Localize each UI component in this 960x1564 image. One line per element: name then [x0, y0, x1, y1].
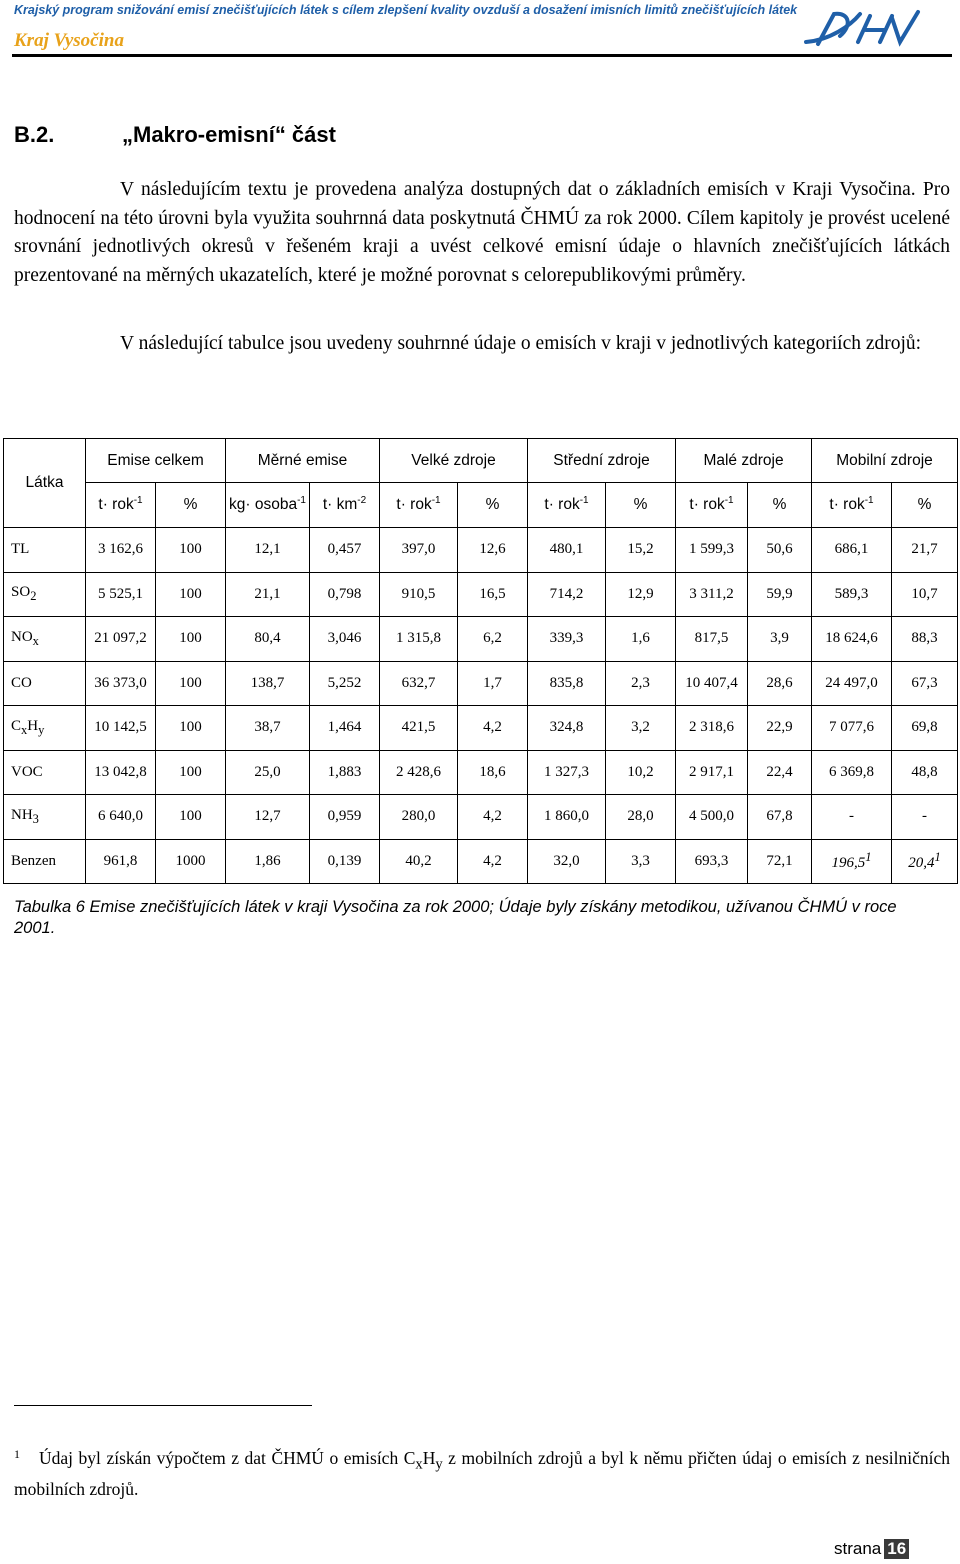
value-cell [310, 795, 380, 840]
cell-value: 0,139 [327, 852, 362, 869]
cell-value: 12,6 [479, 541, 506, 558]
substance-name: NO [11, 628, 33, 645]
cell-value: 59,9 [766, 585, 793, 602]
cell-value: 100 [179, 541, 202, 558]
cell-value: 7 077,6 [829, 719, 875, 736]
substance-name: Benzen [11, 852, 56, 869]
value-cell [812, 572, 892, 617]
cell-value: 16,5 [479, 585, 506, 602]
header-region: Kraj Vysočina [14, 30, 124, 51]
value-cell [380, 795, 458, 840]
substance-name: C [11, 717, 22, 734]
cell-value: 10,2 [627, 763, 654, 780]
cell-value: 100 [179, 719, 202, 736]
header-category: Velké zdroje [380, 439, 528, 483]
cell-value: 5 525,1 [98, 585, 143, 602]
value-cell [812, 706, 892, 751]
value-cell [606, 706, 676, 751]
cell-value: 1,86 [254, 852, 281, 869]
cell-value: 3,3 [631, 852, 650, 869]
value-cell [892, 572, 958, 617]
value-cell [86, 617, 156, 662]
value-cell [86, 839, 156, 884]
footnote-ref: 1 [865, 850, 872, 865]
unit-exponent: -1 [133, 495, 143, 507]
cell-value: - [922, 808, 928, 825]
value-cell [748, 795, 812, 840]
substance-name: SO [11, 584, 31, 601]
value-cell [380, 617, 458, 662]
cell-value: 397,0 [401, 541, 436, 558]
cell-value: 1 327,3 [544, 763, 590, 780]
unit-base: t· rok [689, 496, 725, 514]
unit-exponent: -1 [724, 495, 734, 507]
value-cell [676, 528, 748, 573]
section-title: „Makro-emisní“ část [122, 122, 336, 147]
value-cell [606, 528, 676, 573]
value-cell [310, 706, 380, 751]
footnote [14, 1442, 950, 1501]
cell-value: 1,6 [631, 630, 650, 647]
page-label: strana [834, 1539, 882, 1558]
substance-name: NH [11, 806, 33, 823]
unit-header [812, 483, 892, 528]
cell-value: 100 [179, 585, 202, 602]
cell-value: 4,2 [483, 852, 502, 869]
cell-value: 693,3 [694, 852, 729, 869]
value-cell [892, 661, 958, 706]
cell-value: 835,8 [549, 674, 584, 691]
cell-value: 2,3 [631, 674, 650, 691]
cell-value: 25,0 [254, 763, 281, 780]
table-row [4, 839, 958, 884]
cell-value: 21,7 [911, 541, 938, 558]
cell-value: 3,046 [327, 630, 362, 647]
value-cell [812, 528, 892, 573]
cell-value: 48,8 [911, 763, 938, 780]
cell-value: 4,2 [483, 719, 502, 736]
value-cell [676, 617, 748, 662]
cell-value: 2 917,1 [689, 763, 735, 780]
footnote-ref: 1 [934, 850, 941, 865]
cell-value: 10 142,5 [94, 719, 147, 736]
value-cell [528, 661, 606, 706]
unit-header [86, 483, 156, 528]
footnote-text-after: z mobilních zdrojů a byl k němu přičten údaj o emisích z nesilničních mobilních zdrojů. [14, 1448, 950, 1499]
value-cell [748, 706, 812, 751]
intro-paragraph-text: V následujícím textu je provedena analýza dostupných dat o základních emisích v Kraji Vysočina. Pro hodnocení na této úrovni byla využita souhrnná data poskytnutá ČHMÚ za rok 2000. Cílem kapitoly je provést ucelené srovnání jednotlivých okresů v řešeném kraji a uvést celkové emisní údaje o hlavních znečišťujících látkách prezentované na měrných ukazatelích, které je možné porovnat s celorepublikovými průměry. [14, 179, 950, 286]
value-cell [812, 750, 892, 795]
value-cell [156, 795, 226, 840]
unit-exponent: -1 [579, 495, 589, 507]
substance-name: TL [11, 541, 30, 558]
cell-value: 632,7 [401, 674, 436, 691]
value-cell [380, 750, 458, 795]
table-row [4, 528, 958, 573]
table-caption: Tabulka 6 Emise znečišťujících látek v kraji Vysočina za rok 2000; Údaje byly získány metodikou, užívanou ČHMÚ v roce 2001. [14, 898, 897, 937]
value-cell [226, 706, 310, 751]
value-cell [458, 572, 528, 617]
cell-value: 6 369,8 [829, 763, 875, 780]
value-cell [676, 572, 748, 617]
cell-value: 3,9 [770, 630, 789, 647]
unit-header [748, 483, 812, 528]
cell-value: 100 [179, 630, 202, 647]
unit-base: % [917, 496, 932, 513]
cell-value: 69,8 [911, 719, 938, 736]
cell-value: 22,4 [766, 763, 793, 780]
value-cell [380, 706, 458, 751]
cell-value: 6,2 [483, 630, 502, 647]
value-cell [812, 795, 892, 840]
unit-header [676, 483, 748, 528]
value-cell [156, 706, 226, 751]
substance-cell [4, 617, 86, 662]
cell-value: 100 [179, 674, 202, 691]
footnote-mid: H [422, 1448, 436, 1468]
cell-value: 2 318,6 [689, 719, 735, 736]
cell-value: 20,4 [908, 855, 935, 872]
cell-value: 15,2 [627, 541, 654, 558]
page-indicator [834, 1539, 909, 1559]
value-cell [156, 750, 226, 795]
cell-value: 0,959 [327, 808, 362, 825]
cell-value: 480,1 [549, 541, 584, 558]
value-cell [226, 572, 310, 617]
unit-base: % [183, 496, 198, 513]
unit-base: % [485, 496, 500, 513]
value-cell [86, 572, 156, 617]
cell-value: 18 624,6 [825, 630, 878, 647]
cell-value: 421,5 [401, 719, 436, 736]
unit-base: t· rok [396, 496, 432, 514]
value-cell [380, 839, 458, 884]
cell-value: 0,457 [327, 541, 362, 558]
unit-base: t· rok [829, 496, 865, 514]
value-cell [380, 572, 458, 617]
unit-header [226, 483, 310, 528]
cell-value: 12,9 [627, 585, 654, 602]
cell-value: 2 428,6 [396, 763, 441, 780]
cell-value: 100 [179, 763, 202, 780]
value-cell [156, 572, 226, 617]
value-cell [310, 617, 380, 662]
value-cell [606, 661, 676, 706]
cell-value: 12,7 [254, 808, 281, 825]
cell-value: 28,6 [766, 674, 793, 691]
cell-value: 18,6 [479, 763, 506, 780]
footnote-sub1: x [415, 1456, 423, 1473]
unit-base: t· km [322, 496, 358, 514]
cell-value: 138,7 [250, 674, 285, 691]
header-category: Měrné emise [226, 439, 380, 483]
cell-value: 50,6 [766, 541, 793, 558]
value-cell [86, 795, 156, 840]
cell-value: 24 497,0 [825, 674, 878, 691]
unit-base: kg· osoba [229, 496, 298, 514]
value-cell [676, 706, 748, 751]
table-intro-text: V následující tabulce jsou uvedeny souhrnné údaje o emisích v kraji v jednotlivých kategoriích zdrojů: [120, 333, 922, 354]
value-cell [812, 661, 892, 706]
value-cell [748, 617, 812, 662]
substance-name: CO [11, 674, 32, 691]
value-cell [458, 750, 528, 795]
value-cell [458, 706, 528, 751]
substance-cell [4, 706, 86, 751]
value-cell [458, 839, 528, 884]
cell-value: 100 [179, 808, 202, 825]
cell-value: 28,0 [627, 808, 654, 825]
substance-cell [4, 750, 86, 795]
header-category: Malé zdroje [676, 439, 812, 483]
header-title: Krajský program snižování emisí znečišťujících látek s cílem zlepšení kvality ovzduší a dosažení imisních limitů znečišťujících látek [14, 3, 798, 17]
cell-value: 324,8 [549, 719, 584, 736]
value-cell [606, 750, 676, 795]
value-cell [606, 795, 676, 840]
substance-subscript: x [32, 633, 39, 648]
cell-value: 67,8 [766, 808, 793, 825]
cell-value: 5,252 [327, 674, 362, 691]
cell-value: 714,2 [549, 585, 584, 602]
cell-value: 3 162,6 [98, 541, 143, 558]
cell-value: 72,1 [766, 852, 793, 869]
value-cell [748, 839, 812, 884]
cell-value: 10,7 [911, 585, 938, 602]
cell-value: 22,9 [766, 719, 793, 736]
value-cell [748, 528, 812, 573]
unit-header [606, 483, 676, 528]
cell-value: 1 860,0 [544, 808, 590, 825]
cell-value: 80,4 [254, 630, 281, 647]
value-cell [310, 750, 380, 795]
cell-value: 686,1 [834, 541, 869, 558]
substance-cell [4, 661, 86, 706]
cell-value: 88,3 [911, 630, 938, 647]
value-cell [606, 617, 676, 662]
value-cell [226, 528, 310, 573]
unit-header [892, 483, 958, 528]
table-row [4, 706, 958, 751]
value-cell [812, 617, 892, 662]
value-cell [748, 750, 812, 795]
unit-header [310, 483, 380, 528]
cell-value: 196,5 [831, 855, 866, 872]
header-latka: Látka [4, 439, 86, 528]
value-cell [86, 528, 156, 573]
section-heading [14, 122, 336, 148]
substance-cell [4, 528, 86, 573]
unit-base: t· rok [98, 496, 134, 514]
cell-value: 40,2 [405, 852, 432, 869]
cell-value: 13 042,8 [94, 763, 147, 780]
value-cell [226, 839, 310, 884]
substance-cell [4, 795, 86, 840]
cell-value: 4,2 [483, 808, 502, 825]
cell-value: 4 500,0 [689, 808, 735, 825]
cell-value: 6 640,0 [98, 808, 143, 825]
table-intro-paragraph [14, 330, 950, 359]
substance-subscript: x [21, 722, 28, 737]
value-cell [226, 795, 310, 840]
substance-name-part: H [27, 717, 39, 734]
value-cell [458, 528, 528, 573]
value-cell [892, 795, 958, 840]
unit-exponent: -1 [297, 495, 306, 507]
value-cell [528, 795, 606, 840]
value-cell [156, 661, 226, 706]
page-number: 16 [884, 1539, 909, 1559]
value-cell [310, 572, 380, 617]
unit-exponent: -1 [864, 495, 874, 507]
value-cell [86, 661, 156, 706]
cell-value: 1 599,3 [689, 541, 735, 558]
value-cell [310, 661, 380, 706]
cell-value: 1,7 [483, 674, 502, 691]
cell-value: 10 407,4 [685, 674, 738, 691]
value-cell [528, 528, 606, 573]
value-cell [892, 839, 958, 884]
value-cell [380, 661, 458, 706]
value-cell [606, 839, 676, 884]
intro-paragraph [14, 176, 950, 290]
table-header-units [4, 483, 958, 528]
cell-value: 1000 [175, 852, 206, 869]
value-cell [676, 839, 748, 884]
value-cell [812, 839, 892, 884]
value-cell [676, 795, 748, 840]
cell-value: 1,464 [327, 719, 362, 736]
value-cell [892, 706, 958, 751]
header-category: Mobilní zdroje [812, 439, 958, 483]
value-cell [226, 750, 310, 795]
cell-value: 339,3 [549, 630, 584, 647]
value-cell [892, 617, 958, 662]
substance-subscript: 3 [32, 811, 39, 826]
footnote-rule [14, 1405, 312, 1406]
cell-value: 589,3 [834, 585, 869, 602]
header-rule [12, 54, 952, 57]
value-cell [676, 661, 748, 706]
footnote-text-before: Údaj byl získán výpočtem z dat ČHMÚ o emisích C [39, 1448, 416, 1468]
value-cell [226, 617, 310, 662]
emission-table [3, 438, 958, 884]
value-cell [892, 528, 958, 573]
unit-base: % [633, 496, 648, 513]
value-cell [676, 750, 748, 795]
cell-value: 12,1 [254, 541, 281, 558]
value-cell [458, 795, 528, 840]
unit-header [458, 483, 528, 528]
value-cell [310, 839, 380, 884]
cell-value: 1,883 [327, 763, 362, 780]
value-cell [748, 661, 812, 706]
header-category: Emise celkem [86, 439, 226, 483]
table-header-categories [4, 439, 958, 483]
value-cell [156, 528, 226, 573]
cell-value: 961,8 [103, 852, 138, 869]
cell-value: 21 097,2 [94, 630, 147, 647]
cell-value: 67,3 [911, 674, 938, 691]
unit-exponent: -1 [431, 495, 441, 507]
substance-cell [4, 839, 86, 884]
section-number: B.2. [14, 122, 55, 147]
value-cell [380, 528, 458, 573]
value-cell [528, 617, 606, 662]
value-cell [748, 572, 812, 617]
table-body [4, 528, 958, 884]
value-cell [226, 661, 310, 706]
value-cell [528, 706, 606, 751]
table-row [4, 617, 958, 662]
cell-value: 1 315,8 [396, 630, 441, 647]
cell-value: - [849, 808, 855, 825]
value-cell [606, 572, 676, 617]
cell-value: 3,2 [631, 719, 650, 736]
cell-value: 38,7 [254, 719, 281, 736]
value-cell [86, 750, 156, 795]
value-cell [892, 750, 958, 795]
value-cell [458, 661, 528, 706]
header-category: Střední zdroje [528, 439, 676, 483]
table-row [4, 795, 958, 840]
cell-value: 3 311,2 [689, 585, 734, 602]
unit-base: t· rok [544, 496, 580, 514]
footnote-sub2: y [435, 1456, 443, 1473]
value-cell [528, 839, 606, 884]
value-cell [528, 572, 606, 617]
unit-exponent: -2 [357, 495, 367, 507]
table-row [4, 661, 958, 706]
substance-cell [4, 572, 86, 617]
cell-value: 36 373,0 [94, 674, 147, 691]
table-row [4, 750, 958, 795]
cell-value: 32,0 [553, 852, 580, 869]
table-row [4, 572, 958, 617]
unit-header [380, 483, 458, 528]
unit-header [156, 483, 226, 528]
dhv-logo-icon [800, 4, 922, 48]
cell-value: 817,5 [694, 630, 729, 647]
value-cell [156, 839, 226, 884]
unit-header [528, 483, 606, 528]
cell-value: 0,798 [327, 585, 362, 602]
footnote-mark: 1 [14, 1447, 20, 1461]
value-cell [310, 528, 380, 573]
value-cell [458, 617, 528, 662]
substance-name: VOC [11, 763, 43, 780]
unit-base: % [772, 496, 787, 513]
value-cell [86, 706, 156, 751]
value-cell [156, 617, 226, 662]
cell-value: 280,0 [401, 808, 436, 825]
substance-subscript: y [38, 722, 45, 737]
cell-value: 21,1 [254, 585, 281, 602]
cell-value: 910,5 [401, 585, 436, 602]
substance-subscript: 2 [30, 589, 37, 604]
value-cell [528, 750, 606, 795]
